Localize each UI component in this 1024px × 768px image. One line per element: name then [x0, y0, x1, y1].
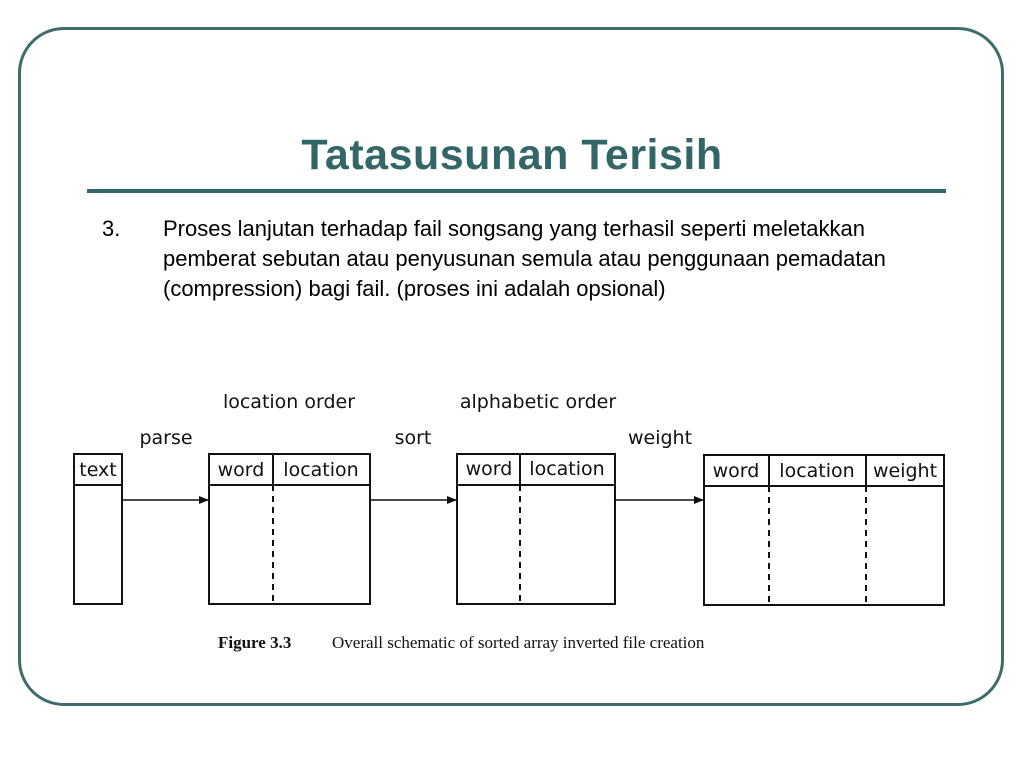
sort-label: sort — [394, 427, 432, 449]
weighted-table — [704, 455, 944, 605]
alphabetic-order-col-word: word — [465, 458, 513, 480]
weighted-col-weight: weight — [872, 460, 938, 482]
weight-step — [615, 427, 703, 500]
text-table — [74, 454, 122, 604]
alphabetic-order-table — [457, 391, 616, 604]
alphabetic-order-label: alphabetic order — [459, 391, 617, 413]
figure-caption-label: Figure 3.3 — [218, 633, 292, 652]
weighted-col-location: location — [779, 460, 855, 482]
sort-step — [370, 427, 456, 500]
list-item-number: 3. — [102, 216, 121, 241]
weighted-col-word: word — [712, 460, 760, 482]
location-order-table — [209, 391, 370, 604]
location-order-label: location order — [222, 391, 356, 413]
parse-step — [122, 427, 208, 500]
figure-caption — [218, 633, 705, 652]
location-order-col-word: word — [217, 459, 265, 481]
list-item-text: Proses lanjutan terhadap fail songsang yang terhasil seperti meletakkan pemberat sebutan atau penyusunan semula atau penggunaan pemadatan (compression) bagi fail. (proses ini adalah opsional) — [163, 216, 886, 301]
alphabetic-order-col-location: location — [529, 458, 605, 480]
slide-title: Tatasusunan Terisih — [301, 131, 723, 179]
text-table-header: text — [79, 459, 117, 481]
weight-label: weight — [627, 427, 693, 449]
figure-caption-text: Overall schematic of sorted array inverted file creation — [332, 633, 705, 652]
location-order-col-location: location — [283, 459, 359, 481]
parse-label: parse — [139, 427, 193, 449]
